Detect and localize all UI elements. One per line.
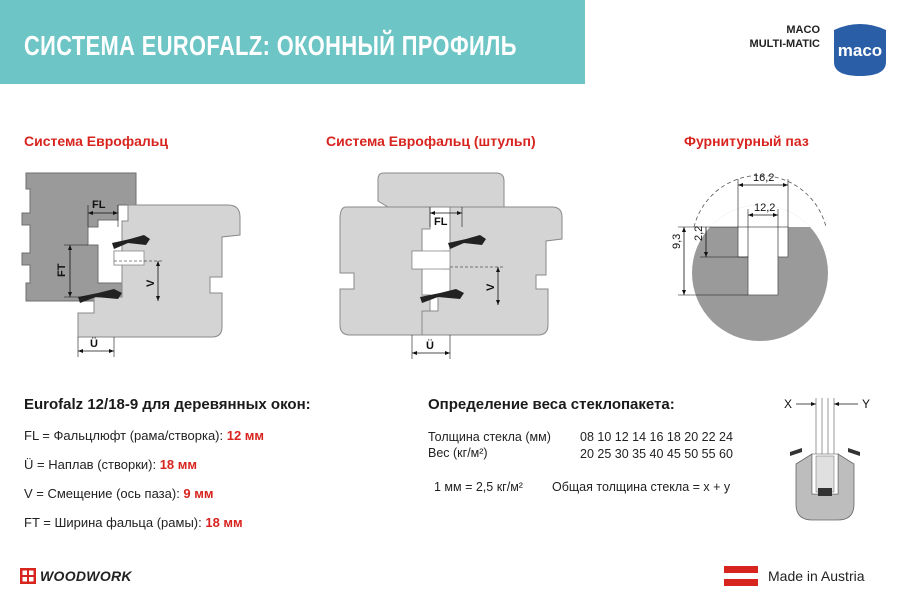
left-sash-profile xyxy=(340,207,430,335)
groove-label: Фурнитурный паз xyxy=(684,133,809,149)
spec-ft-text: FT = Ширина фальца (рамы): xyxy=(24,515,206,530)
maco-logo-icon xyxy=(832,22,888,78)
made-in-austria-text: Made in Austria xyxy=(768,568,865,584)
glass-thickness-diagram xyxy=(782,394,882,524)
frame-profile xyxy=(22,173,138,301)
shtulp-label: Система Еврофальц (штульп) xyxy=(326,133,536,149)
u-label-shtulp: Ü xyxy=(426,340,434,352)
brand-text xyxy=(750,23,820,51)
brand-line-maco: MACO xyxy=(786,24,820,36)
weight-values: 20 25 30 35 40 45 50 55 60 xyxy=(580,447,733,461)
spec-ft-value: 18 мм xyxy=(205,515,243,530)
u-label: Ü xyxy=(90,338,98,350)
thickness-values: 08 10 12 14 16 18 20 22 24 xyxy=(580,430,733,444)
cap-profile xyxy=(378,173,504,207)
ratio-text: 1 мм = 2,5 кг/м² xyxy=(434,480,523,494)
spec-fl-value: 12 мм xyxy=(226,428,265,443)
svg-text:maco: maco xyxy=(837,41,883,60)
formula-text: Общая толщина стекла = x + y xyxy=(552,480,731,494)
eurofalz-label: Система Еврофальц xyxy=(24,133,168,149)
spec-u-text: Ü = Наплав (створки): xyxy=(24,457,160,472)
shtulp-profile-diagram xyxy=(326,165,586,365)
made-in-austria xyxy=(724,566,865,586)
weight-heading: Определение веса стеклопакета: xyxy=(428,396,675,413)
y-label: Y xyxy=(862,397,871,411)
eurofalz-profile-diagram xyxy=(18,165,248,365)
brand-line-multimatic: MULTI-MATIC xyxy=(749,38,820,50)
spec-ft xyxy=(24,515,243,530)
thickness-label: Толщина стекла (мм) xyxy=(428,430,551,444)
spec-fl-text: FL = Фальцлюфт (рама/створка): xyxy=(24,428,227,443)
fl-label: FL xyxy=(92,199,106,211)
spec-fl xyxy=(24,428,264,443)
v-label: V xyxy=(145,279,157,287)
spec-v-text: V = Смещение (ось паза): xyxy=(24,486,184,501)
groove-inner-label: 12,2 xyxy=(754,202,776,214)
v-label-shtulp: V xyxy=(485,283,497,291)
spec-u xyxy=(24,457,197,472)
woodwork-grid-icon xyxy=(20,568,36,584)
groove-outer-label: 16,2 xyxy=(753,172,775,184)
fl-label-shtulp: FL xyxy=(434,216,448,228)
specs-heading: Eurofalz 12/18-9 для деревянных окон: xyxy=(24,396,311,413)
groove-depth-label: 9,3 xyxy=(671,233,683,249)
page-title: СИСТЕМА EUROFALZ: ОКОННЫЙ ПРОФИЛЬ xyxy=(24,30,517,61)
woodwork-text: WOODWORK xyxy=(40,568,132,584)
x-label: X xyxy=(784,397,793,411)
spec-u-value: 18 мм xyxy=(159,457,198,472)
woodwork-logo xyxy=(20,568,132,584)
spec-v-value: 9 мм xyxy=(183,486,214,501)
ft-label: FT xyxy=(56,263,68,277)
austria-flag-icon xyxy=(724,566,758,586)
groove-diagram xyxy=(660,165,840,345)
spec-v xyxy=(24,486,214,501)
groove-step-label: 2,2 xyxy=(693,225,705,241)
sash-profile xyxy=(78,205,240,337)
weight-label: Вес (кг/м²) xyxy=(428,446,488,460)
